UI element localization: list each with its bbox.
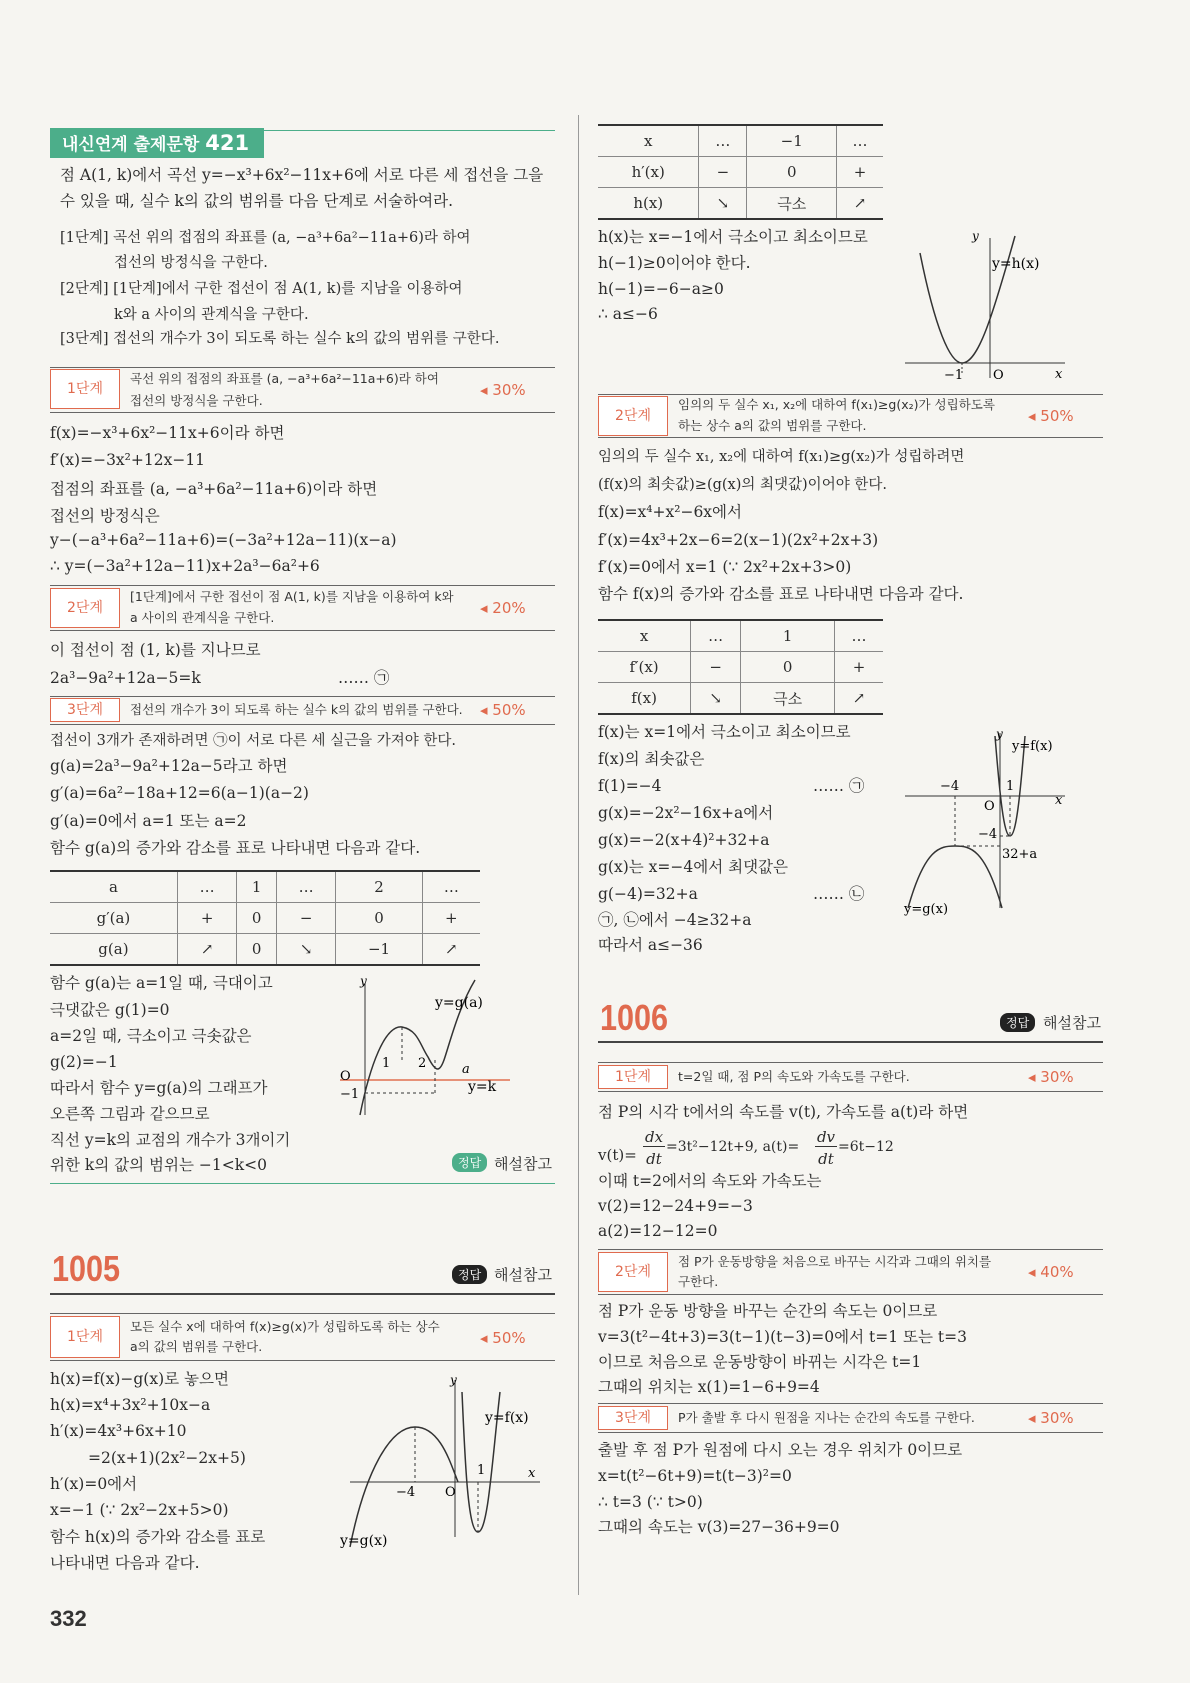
f-label: y=f(x) <box>1012 739 1053 754</box>
q421-s1-line-3: 접점의 좌표를 (a, −a³+6a²−11a+6)이라 하면 <box>50 480 378 498</box>
p1006-answer: 해설참고 <box>1043 1014 1101 1032</box>
q421-intro-5: [3단계] 접선의 개수가 3이 되도록 하는 실수 k의 값의 범위를 구한다. <box>60 331 500 347</box>
table-cell: g′(a) <box>50 903 177 934</box>
p1006-step3-rule-bottom <box>598 1432 1103 1433</box>
table-cell: ↗ <box>177 934 237 966</box>
p1005-s2-line-5: f′(x)=0에서 x=1 (∵ 2x²+2x+3>0) <box>598 558 852 576</box>
p1006-step2-desc-1: 점 P가 운동방향을 처음으로 바꾸는 시각과 그때의 위치를 <box>678 1254 992 1269</box>
table-cell: f′(x) <box>598 652 691 683</box>
p1005-f-line-4: g(x)=−2x²−16x+a에서 <box>598 804 774 822</box>
p1005-f-line-9: 따라서 a≤−36 <box>598 936 703 954</box>
table-cell: −1 <box>747 125 837 157</box>
p1005-f-line-2: f(x)의 최솟값은 <box>598 750 705 768</box>
q421-after-3: a=2일 때, 극소이고 극솟값은 <box>50 1027 252 1045</box>
table-cell: 0 <box>237 934 276 966</box>
one: 1 <box>477 1463 486 1478</box>
table-cell: + <box>834 652 883 683</box>
p1006-line-5: 점 P가 운동 방향을 바꾸는 순간의 속도는 0이므로 <box>598 1302 938 1320</box>
p1006-step1-rule-top <box>598 1062 1103 1063</box>
q421-s1-line-1: f(x)=−x³+6x²−11x+6이라 하면 <box>50 424 285 442</box>
table-cell: h′(x) <box>598 157 699 188</box>
banner-421 <box>50 128 264 158</box>
q421-question-1: 점 A(1, k)에서 곡선 y=−x³+6x²−11x+6에 서로 다른 세 접선을 그을 <box>60 166 544 184</box>
q421-intro-1: [1단계] 곡선 위의 접점의 좌표를 (a, −a³+6a²−11a+6)라 하여 <box>60 230 471 246</box>
p1006-answer-badge: 정답 <box>1000 1013 1035 1032</box>
q421-after-7: 직선 y=k의 교점의 개수가 3개이기 <box>50 1131 291 1149</box>
q421-after-8: 위한 k의 값의 범위는 −1<k<0 <box>50 1156 267 1174</box>
p1006-step3-rule-top <box>598 1403 1103 1404</box>
step1-rule-bottom <box>50 412 555 413</box>
table-cell: 0 <box>747 157 837 188</box>
p1005-s2-line-2: (f(x)의 최솟값)≥(g(x)의 최댓값)이어야 한다. <box>598 477 887 493</box>
table-row <box>598 188 883 220</box>
banner-label: 내신연계 출제문항 <box>62 135 200 155</box>
p1005-h-line-3: h(−1)=−6−a≥0 <box>598 280 724 298</box>
table-cell: x <box>598 620 691 652</box>
frac2-den: dt <box>818 1150 834 1168</box>
curve-label: y=g(a) <box>435 995 483 1011</box>
q421-s2-line-2: 2a³−9a²+12a−5=k <box>50 669 201 687</box>
p1006-step2-desc-2: 구한다. <box>678 1274 719 1289</box>
curve-label: y=h(x) <box>992 256 1040 272</box>
p1005-f-line-6: g(x)는 x=−4에서 최댓값은 <box>598 858 789 876</box>
table-row <box>598 157 883 188</box>
p1005-line-4: =2(x+1)(2x²−2x+5) <box>88 1449 246 1467</box>
q421-s1-line-6: ∴ y=(−3a²+12a−11)x+2a³−6a²+6 <box>50 557 320 575</box>
top: 32+a <box>1002 847 1038 862</box>
q421-end-rule <box>50 1183 555 1184</box>
p1005-graph-fg2 <box>900 728 1070 923</box>
g-label: y=g(x) <box>340 1533 388 1549</box>
q421-step3-pct: ◂ 50% <box>480 701 526 719</box>
line-label: y=k <box>468 1079 497 1095</box>
y-label: y <box>996 728 1003 741</box>
p1005-step1-desc-2: a의 값의 범위를 구한다. <box>130 1339 263 1354</box>
g-label: y=g(x) <box>904 902 949 917</box>
q421-step3-desc-1: 접선의 개수가 3이 되도록 하는 실수 k의 값의 범위를 구한다. <box>130 702 463 717</box>
q421-after-4: g(2)=−1 <box>50 1053 118 1071</box>
q421-intro-3: [2단계] [1단계]에서 구한 접선이 점 A(1, k)를 지남을 이용하여 <box>60 281 463 297</box>
table-cell: 1 <box>237 871 276 903</box>
q421-step3-box: 3단계 <box>50 698 120 722</box>
q421-intro-2: 접선의 방정식을 구한다. <box>114 255 268 271</box>
q421-step1-desc-2: 접선의 방정식을 구한다. <box>130 393 263 408</box>
step3-rule-bottom <box>50 724 555 725</box>
q421-s3-line-4: g′(a)=0에서 a=1 또는 a=2 <box>50 812 247 830</box>
q421-intro-4: k와 a 사이의 관계식을 구한다. <box>114 307 309 323</box>
p1006-line-11: ∴ t=3 (∵ t>0) <box>598 1493 703 1511</box>
table-cell: … <box>691 620 741 652</box>
p1005-h-line-2: h(−1)≥0이어야 한다. <box>598 254 751 272</box>
f-label: y=f(x) <box>485 1410 529 1426</box>
q421-s2-line-1: 이 접선이 점 (1, k)를 지나므로 <box>50 641 261 659</box>
tick-2: 2 <box>418 1056 427 1071</box>
table-cell: … <box>276 871 336 903</box>
table-cell: −1 <box>336 934 422 966</box>
p1005-h-line-1: h(x)는 x=−1에서 극소이고 최소이므로 <box>598 228 868 246</box>
q421-s3-line-5: 함수 g(a)의 증가와 감소를 표로 나타내면 다음과 같다. <box>50 839 421 857</box>
origin: O <box>993 368 1004 383</box>
table-row <box>598 620 883 652</box>
p1006-line-1: 점 P의 시각 t에서의 속도를 v(t), 가속도를 a(t)라 하면 <box>598 1103 969 1121</box>
table-cell: … <box>699 125 747 157</box>
table-cell: 1 <box>741 620 835 652</box>
p1005-line-1: h(x)=f(x)−g(x)로 놓으면 <box>50 1370 229 1388</box>
neg1: −1 <box>340 1087 360 1102</box>
q421-step1-pct: ◂ 30% <box>480 381 526 399</box>
table-cell: a <box>50 871 177 903</box>
step1-rule-top <box>50 367 555 368</box>
frac1-den: dt <box>646 1150 662 1168</box>
frac1-num: dx <box>644 1128 664 1146</box>
p1005-step1-desc-1: 모든 실수 x에 대하여 f(x)≥g(x)가 성립하도록 하는 상수 <box>130 1319 440 1334</box>
table-cell: + <box>837 157 883 188</box>
p1005-line-7: 함수 h(x)의 증가와 감소를 표로 <box>50 1528 266 1546</box>
p1006-line-10: x=t(t²−6t+9)=t(t−3)²=0 <box>598 1467 792 1485</box>
p1005-step2-pct: ◂ 50% <box>1028 407 1074 425</box>
formula-pre: v(t)= <box>598 1146 637 1164</box>
p1005-mark-2: …… ㉡ <box>813 885 865 903</box>
step2-rule-bottom <box>50 630 555 631</box>
m4b: −4 <box>978 827 998 842</box>
frac2-num: dv <box>816 1128 836 1146</box>
p1005-step2-box: 2단계 <box>598 396 668 436</box>
table-cell: 2 <box>336 871 422 903</box>
p1005-h-line-4: ∴ a≤−6 <box>598 305 658 323</box>
q421-step2-desc-2: a 사이의 관계식을 구한다. <box>130 610 275 625</box>
q421-after-5: 따라서 함수 y=g(a)의 그래프가 <box>50 1079 268 1097</box>
p1005-s2-line-1: 임의의 두 실수 x₁, x₂에 대하여 f(x₁)≥g(x₂)가 성립하려면 <box>598 449 965 465</box>
y-label: y <box>450 1373 457 1387</box>
q421-answer-badge: 정답 <box>452 1153 487 1172</box>
table-cell: 0 <box>336 903 422 934</box>
table-row <box>50 903 480 934</box>
page-number: 332 <box>50 1606 87 1631</box>
q421-s1-line-2: f′(x)=−3x²+12x−11 <box>50 451 206 469</box>
q421-step1-box: 1단계 <box>50 369 120 409</box>
table-cell: ↗ <box>837 188 883 220</box>
table-cell: h(x) <box>598 188 699 220</box>
x-label: a <box>462 1062 470 1077</box>
table-cell: 극소 <box>747 188 837 220</box>
p1005-step2-rule-top <box>598 394 1103 395</box>
p1005-step1-box: 1단계 <box>50 1316 120 1358</box>
x-label: x <box>1055 793 1063 808</box>
q421-answer: 해설참고 <box>494 1155 552 1173</box>
q421-step2-pct: ◂ 20% <box>480 599 526 617</box>
tick-1: 1 <box>382 1056 391 1071</box>
formula-mid: =3t²−12t+9, a(t)= <box>666 1139 800 1155</box>
q421-step1-desc-1: 곡선 위의 접점의 좌표를 (a, −a³+6a²−11a+6)라 하여 <box>130 371 439 386</box>
table-cell: ↗ <box>422 934 480 966</box>
table-cell: … <box>837 125 883 157</box>
p1006-step2-pct: ◂ 40% <box>1028 1263 1074 1281</box>
y-label: y <box>360 975 367 988</box>
p1006-step3-box: 3단계 <box>598 1406 668 1430</box>
q421-table <box>50 870 480 966</box>
p1005-s2-line-6: 함수 f(x)의 증가와 감소를 표로 나타내면 다음과 같다. <box>598 585 964 603</box>
formula-post: =6t−12 <box>838 1139 894 1155</box>
table-cell: + <box>177 903 237 934</box>
p1005-graph-h <box>900 228 1070 388</box>
p1005-line-5: h′(x)=0에서 <box>50 1475 138 1493</box>
p1005-table-f <box>598 619 883 715</box>
table-row <box>598 683 883 715</box>
p1006-step1-pct: ◂ 30% <box>1028 1068 1074 1086</box>
p1006-step1-desc-1: t=2일 때, 점 P의 속도와 가속도를 구한다. <box>678 1069 910 1084</box>
table-cell: … <box>422 871 480 903</box>
p1005-f-line-1: f(x)는 x=1에서 극소이고 최소이므로 <box>598 723 851 741</box>
p1006-line-7: 이므로 처음으로 운동방향이 바뀌는 시각은 t=1 <box>598 1353 922 1371</box>
q421-graph <box>340 975 550 1125</box>
q421-step2-box: 2단계 <box>50 588 120 628</box>
origin: O <box>340 1069 351 1084</box>
p1006-step2-rule-bottom <box>598 1294 1103 1295</box>
p1005-answer: 해설참고 <box>494 1266 552 1284</box>
p1005-line-8: 나타내면 다음과 같다. <box>50 1554 200 1572</box>
table-cell: f(x) <box>598 683 691 715</box>
table-cell: … <box>834 620 883 652</box>
table-cell: − <box>699 157 747 188</box>
table-cell: 극소 <box>741 683 835 715</box>
table-cell: ↘ <box>691 683 741 715</box>
q421-s1-line-4: 접선의 방정식은 <box>50 507 160 525</box>
q421-after-6: 오른쪽 그림과 같으므로 <box>50 1105 210 1123</box>
step2-rule-top <box>50 585 555 586</box>
p1005-s2-line-4: f′(x)=4x³+2x−6=2(x−1)(2x²+2x+3) <box>598 531 879 549</box>
p1006-line-9: 출발 후 점 P가 원점에 다시 오는 경우 위치가 0이므로 <box>598 1441 963 1459</box>
p1006-line-8: 그때의 위치는 x(1)=1−6+9=4 <box>598 1378 820 1396</box>
one: 1 <box>1006 779 1015 794</box>
y-label: y <box>972 229 979 243</box>
p1005-table-h <box>598 124 883 220</box>
p1005-mark-1: …… ㉠ <box>813 777 865 795</box>
p1005-step1-rule-top <box>50 1313 555 1314</box>
p1006-line-12: 그때의 속도는 v(3)=27−36+9=0 <box>598 1518 840 1536</box>
table-cell: 0 <box>237 903 276 934</box>
m4: −4 <box>396 1485 416 1500</box>
p1006-line-4: a(2)=12−12=0 <box>598 1222 718 1240</box>
step3-rule-top <box>50 696 555 697</box>
m4a: −4 <box>940 779 960 794</box>
table-cell: + <box>422 903 480 934</box>
table-cell: − <box>691 652 741 683</box>
p1005-f-line-5: g(x)=−2(x+4)²+32+a <box>598 831 770 849</box>
banner-number: 421 <box>205 131 250 155</box>
p1006-line-6: v=3(t²−4t+3)=3(t−1)(t−3)=0에서 t=1 또는 t=3 <box>598 1328 967 1346</box>
column-divider <box>578 115 579 1595</box>
p1005-step1-pct: ◂ 50% <box>480 1329 526 1347</box>
x-label: x <box>1055 367 1063 382</box>
problem-1005-number: 1005 <box>52 1248 121 1289</box>
table-cell: ↗ <box>834 683 883 715</box>
p1006-line-3: v(2)=12−24+9=−3 <box>598 1197 753 1215</box>
table-row <box>50 934 480 966</box>
table-cell: ↘ <box>276 934 336 966</box>
table-row <box>50 871 480 903</box>
table-cell: g(a) <box>50 934 177 966</box>
p1006-step2-box: 2단계 <box>598 1252 668 1292</box>
q421-after-2: 극댓값은 g(1)=0 <box>50 1001 170 1019</box>
p1005-s2-line-3: f(x)=x⁴+x²−6x에서 <box>598 503 742 521</box>
table-cell: x <box>598 125 699 157</box>
m1: −1 <box>944 368 964 383</box>
q421-question-2: 수 있을 때, 실수 k의 값의 범위를 다음 단계로 서술하여라. <box>60 192 453 210</box>
p1006-step2-rule-top <box>598 1249 1103 1250</box>
p1005-line-3: h′(x)=4x³+6x+10 <box>50 1422 187 1440</box>
q421-s3-line-1: 접선이 3개가 존재하려면 ㉠이 서로 다른 세 실근을 가져야 한다. <box>50 733 456 749</box>
p1006-step1-box: 1단계 <box>598 1065 668 1089</box>
p1006-rule <box>598 1041 1103 1043</box>
p1005-step1-rule-bottom <box>50 1360 555 1361</box>
p1006-step1-rule-bottom <box>598 1091 1103 1092</box>
p1006-step3-desc-1: P가 출발 후 다시 원점을 지나는 순간의 속도를 구한다. <box>678 1410 975 1425</box>
q421-s3-line-2: g(a)=2a³−9a²+12a−5라고 하면 <box>50 757 288 775</box>
table-cell: − <box>276 903 336 934</box>
q421-step2-desc-1: [1단계]에서 구한 접선이 점 A(1, k)를 지남을 이용하여 k와 <box>130 589 454 604</box>
q421-s2-mark: …… ㉠ <box>338 669 390 687</box>
table-row <box>598 652 883 683</box>
p1005-line-6: x=−1 (∵ 2x²−2x+5>0) <box>50 1501 229 1519</box>
p1005-f-line-3: f(1)=−4 <box>598 777 662 795</box>
q421-after-1: 함수 g(a)는 a=1일 때, 극대이고 <box>50 974 273 992</box>
p1005-graph-fg <box>340 1372 550 1552</box>
q421-s3-line-3: g′(a)=6a²−18a+12=6(a−1)(a−2) <box>50 784 309 802</box>
table-cell: 0 <box>741 652 835 683</box>
p1006-line-2: 이때 t=2에서의 속도와 가속도는 <box>598 1172 822 1190</box>
g-curve <box>908 846 1002 908</box>
x-label: x <box>528 1466 536 1481</box>
p1006-step3-pct: ◂ 30% <box>1028 1409 1074 1427</box>
p1005-f-line-8: ㉠, ㉡에서 −4≥32+a <box>598 911 752 929</box>
q421-s1-line-5: y−(−a³+6a²−11a+6)=(−3a²+12a−11)(x−a) <box>50 531 397 549</box>
p1005-rule <box>50 1293 555 1295</box>
p1005-line-2: h(x)=x⁴+3x²+10x−a <box>50 1396 211 1414</box>
p1005-step2-desc-2: 하는 상수 a의 값의 범위를 구한다. <box>678 418 867 433</box>
origin: O <box>984 799 995 814</box>
table-row <box>598 125 883 157</box>
table-cell: ↘ <box>699 188 747 220</box>
problem-1006-number: 1006 <box>600 997 669 1038</box>
p1005-step2-rule-bottom <box>598 437 1103 438</box>
p1005-step2-desc-1: 임의의 두 실수 x₁, x₂에 대하여 f(x₁)≥g(x₂)가 성립하도록 <box>678 397 995 412</box>
p1005-f-line-7: g(−4)=32+a <box>598 885 698 903</box>
origin: O <box>445 1485 456 1500</box>
p1005-answer-badge: 정답 <box>452 1265 487 1284</box>
table-cell: … <box>177 871 237 903</box>
